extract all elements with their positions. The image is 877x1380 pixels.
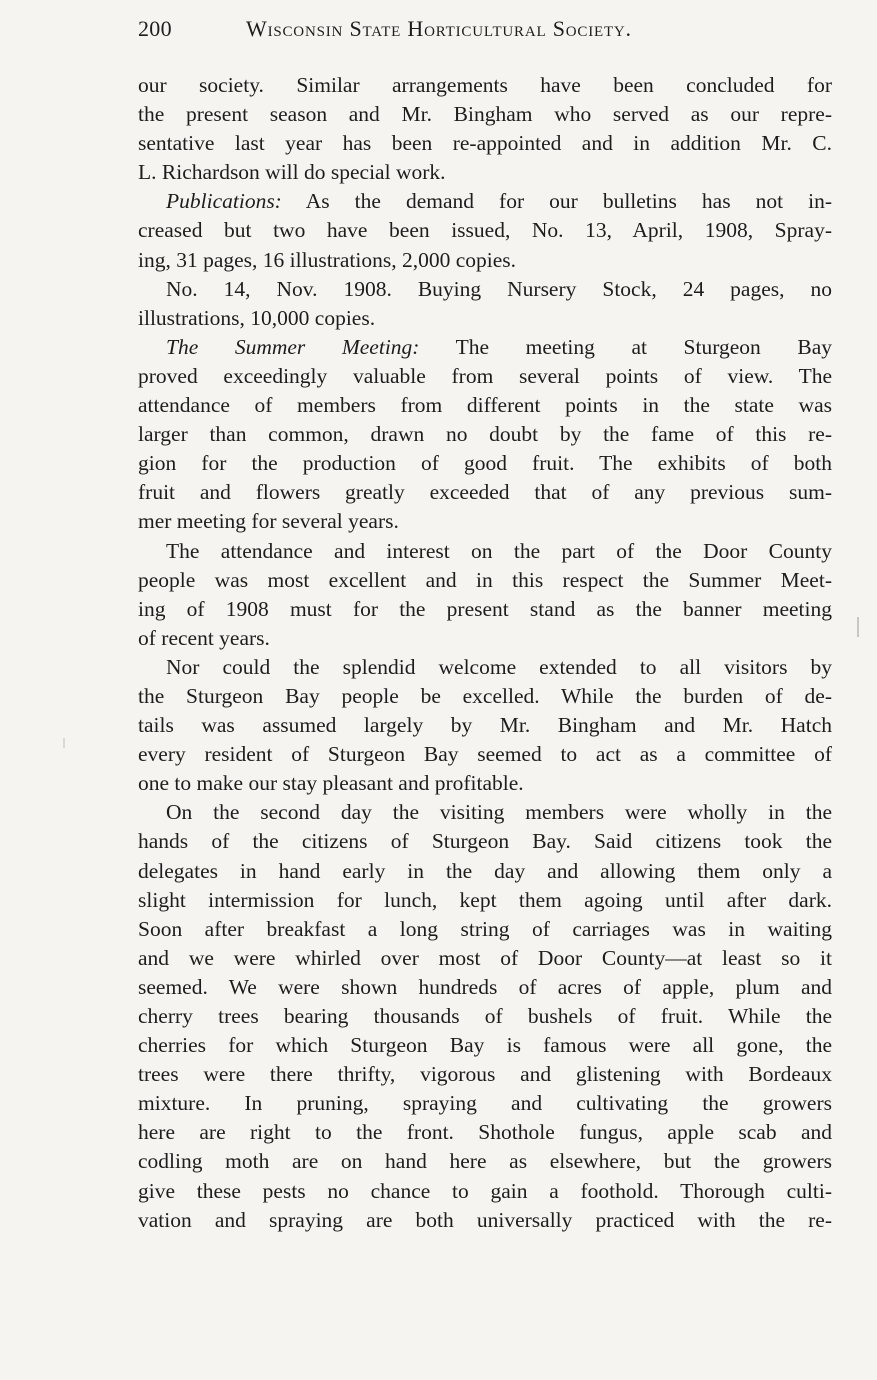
text-line: people was most excellent and in this respect the Summer Meet- <box>138 567 832 592</box>
text-line: Nor could the splendid welcome extended to all visitors by <box>166 654 832 679</box>
text-line: No. 14, Nov. 1908. Buying Nursery Stock, 24 pages, no <box>166 276 832 301</box>
text-line: codling moth are on hand here as elsewhere, but the growers <box>138 1149 832 1174</box>
page-number: 200 <box>138 16 172 41</box>
page-header <box>138 14 838 44</box>
text-line: cherries for which Sturgeon Bay is famous were all gone, the <box>138 1033 832 1058</box>
text-line: fruit and flowers greatly exceeded that of any previous sum- <box>138 480 832 505</box>
text-line: and we were whirled over most of Door County—at least so it <box>138 945 832 970</box>
text-line: the present season and Mr. Bingham who served as our repre- <box>138 102 832 127</box>
summer-meeting-line <box>138 333 832 362</box>
text-line: Soon after breakfast a long string of carriages was in waiting <box>138 916 832 941</box>
text-line: mer meeting for several years. <box>138 509 399 534</box>
text-line: ing, 31 pages, 16 illustrations, 2,000 copies. <box>138 247 517 272</box>
text-line: L. Richardson will do special work. <box>138 160 446 185</box>
text-line: ing of 1908 must for the present stand as the banner meeting <box>138 596 832 621</box>
text-line: illustrations, 10,000 copies. <box>138 305 376 330</box>
text-line: On the second day the visiting members were wholly in the <box>166 800 832 825</box>
text-line: cherry trees bearing thousands of bushels of fruit. While the <box>138 1004 832 1028</box>
text-line: of recent years. <box>138 625 270 650</box>
running-title: Wisconsin State Horticultural Society. <box>246 16 632 41</box>
text-line: gion for the production of good fruit. The exhibits of both <box>138 451 832 476</box>
text-line: one to make our stay pleasant and profitable. <box>138 771 524 796</box>
text-line: The meeting at Sturgeon Bay <box>455 334 832 359</box>
text-line: every resident of Sturgeon Bay seemed to act as a committee of <box>138 742 832 767</box>
text-line: creased but two have been issued, No. 13, April, 1908, Spray- <box>138 218 832 243</box>
text-line: here are right to the front. Shothole fungus, apple scab and <box>138 1120 832 1145</box>
publications-heading: Publications: <box>166 189 282 214</box>
summer-meeting-heading: The Summer Meeting: <box>166 334 420 359</box>
text-line: seemed. We were shown hundreds of acres of apple, plum and <box>138 974 832 999</box>
publications-line <box>138 187 832 216</box>
paper-speck <box>857 617 859 637</box>
body-text <box>138 71 832 1235</box>
text-line: attendance of members from different points in the state was <box>138 393 832 418</box>
text-line: delegates in hand early in the day and allowing them only a <box>138 858 832 883</box>
text-line: slight intermission for lunch, kept them agoing until after dark. <box>138 887 832 912</box>
text-line: mixture. In pruning, spraying and cultivating the growers <box>138 1091 832 1116</box>
text-line: The attendance and interest on the part of the Door County <box>166 538 832 563</box>
text-line: As the demand for our bulletins has not in- <box>305 189 832 214</box>
text-line: give these pests no chance to gain a foothold. Thorough culti- <box>138 1178 832 1203</box>
text-line: trees were there thrifty, vigorous and glistening with Bordeaux <box>138 1062 832 1087</box>
text-line: hands of the citizens of Sturgeon Bay. Said citizens took the <box>138 829 832 854</box>
text-line: proved exceedingly valuable from several points of view. The <box>138 363 832 388</box>
paper-speck <box>63 738 65 748</box>
text-line: the Sturgeon Bay people be excelled. While the burden of de- <box>138 683 832 708</box>
text-line: vation and spraying are both universally practiced with the re- <box>138 1207 832 1232</box>
text-line: larger than common, drawn no doubt by the fame of this re- <box>138 422 832 447</box>
text-line: sentative last year has been re-appointed and in addition Mr. C. <box>138 131 832 156</box>
text-line: our society. Similar arrangements have been concluded for <box>138 73 832 97</box>
text-line: tails was assumed largely by Mr. Bingham and Mr. Hatch <box>138 713 832 738</box>
